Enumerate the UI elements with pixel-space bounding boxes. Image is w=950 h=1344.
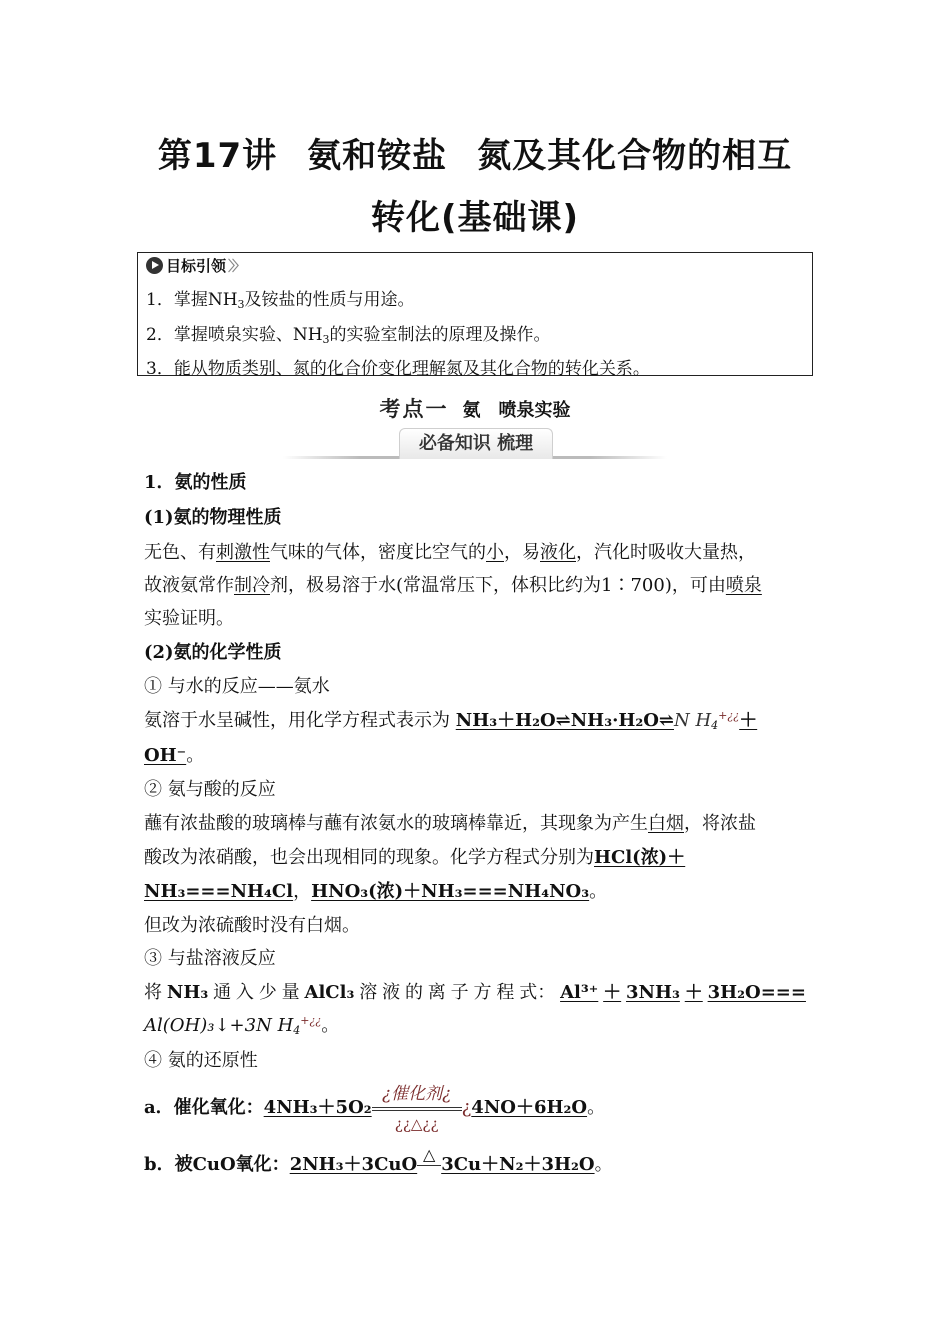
word: 方 [473, 982, 492, 1003]
word: 液 [382, 982, 401, 1003]
word: 子 [450, 982, 469, 1003]
word: ＋ [684, 982, 703, 1003]
goal-item-3: 3．能从物质类别、氮的化合价变化理解氮及其化合物的转化关系。 [146, 359, 650, 379]
paragraph-line: 氨溶于水呈碱性，用化学方程式表示为 NH₃＋H₂O⇌NH₃·H₂O⇌N $H_4^{+¿¿}+$ [144, 709, 758, 732]
equation-line: b．被CuO氧化：2NH₃＋3CuO △ 3Cu＋N₂＋3H₂O。 [144, 1152, 613, 1178]
word: 溶 [359, 982, 378, 1003]
heat-condition: △ [417, 1152, 441, 1178]
goal-item-2: 2．掌握喷泉实验、$NH_3$的实验室制法的原理及操作。 [146, 325, 551, 346]
word: 式： [519, 982, 556, 1003]
word: AlCl₃ [304, 982, 355, 1003]
subheading: ① 与水的反应——氨水 [144, 676, 330, 697]
word: 通 [213, 982, 232, 1003]
word: 程 [496, 982, 515, 1003]
kaodian-label: 考点一 [379, 397, 449, 421]
lecture-number: 第17讲 [157, 136, 278, 176]
goal-item-1: 1．掌握$NH_3$及铵盐的性质与用途。 [146, 290, 415, 311]
word: NH₃ [166, 982, 209, 1003]
word: 离 [427, 982, 446, 1003]
paragraph-line: 酸改为浓硝酸，也会出现相同的现象。化学方程式分别为HCl(浓)＋ [144, 847, 686, 868]
word: ＋ [603, 982, 622, 1003]
paragraph-line: 蘸有浓盐酸的玻璃棒与蘸有浓氨水的玻璃棒靠近，其现象为产生白烟，将浓盐 [144, 813, 756, 834]
page-title-line1 [0, 128, 950, 177]
paragraph-line: 故液氨常作制冷剂，极易溶于水(常温常压下，体积比约为1∶700)，可由喷泉 [144, 575, 762, 596]
kaodian-topic: 氨 喷泉实验 [462, 400, 571, 421]
goals-box [137, 252, 813, 379]
section-heading [0, 393, 950, 423]
paragraph-line: 但改为浓硫酸时没有白烟。 [144, 915, 360, 936]
word: 将 [144, 982, 162, 1003]
word: Al³⁺ [560, 982, 599, 1003]
paragraph-line [144, 980, 806, 1006]
paragraph-line: OH⁻。 [144, 745, 205, 766]
double-chevron-right-icon: 〉〉 [228, 258, 244, 275]
word: 量 [281, 982, 300, 1003]
paragraph-line: 无色、有刺激性气味的气体，密度比空气的小，易液化，汽化时吸收大量热， [144, 542, 756, 563]
heading-1: 1．氨的性质 [144, 472, 247, 493]
subheading: ③ 与盐溶液反应 [144, 948, 276, 969]
paragraph-line: 实验证明。 [144, 608, 234, 629]
title-part: 氨和铵盐 [307, 136, 448, 176]
word: 入 [235, 982, 254, 1003]
word: 的 [404, 982, 423, 1003]
paragraph-line: Al(OH)₃↓+3N $H_4^{+¿¿}$。 [144, 1014, 340, 1037]
play-circle-icon [146, 257, 163, 274]
word: 3NH₃ [626, 982, 680, 1003]
page-title-line2: 转化(基础课) [370, 198, 580, 238]
word: 3H₂O=== [707, 982, 806, 1003]
subheading: ② 氨与酸的反应 [144, 779, 276, 800]
title-part: 氮及其化合物的相互 [477, 136, 793, 176]
paragraph-line: NH₃===NH₄Cl，HNO₃(浓)＋NH₃===NH₄NO₃。 [144, 881, 608, 902]
subheading: ④ 氨的还原性 [144, 1050, 258, 1071]
goals-header [146, 255, 243, 276]
word: 少 [258, 982, 277, 1003]
knowledge-banner [283, 428, 667, 462]
equation-line: a．催化氧化：4NH₃＋5O₂ ¿催化剂¿ ¿¿△¿¿ ¿4NO＋6H₂O。 [144, 1084, 606, 1133]
reaction-condition: ¿催化剂¿ ¿¿△¿¿ [372, 1095, 462, 1121]
goals-header-label: 目标引领 [166, 257, 227, 275]
heading-1-1: (1)氨的物理性质 [144, 507, 282, 528]
banner-label: 必备知识 梳理 [399, 428, 553, 459]
heading-1-2: (2)氨的化学性质 [144, 642, 282, 663]
